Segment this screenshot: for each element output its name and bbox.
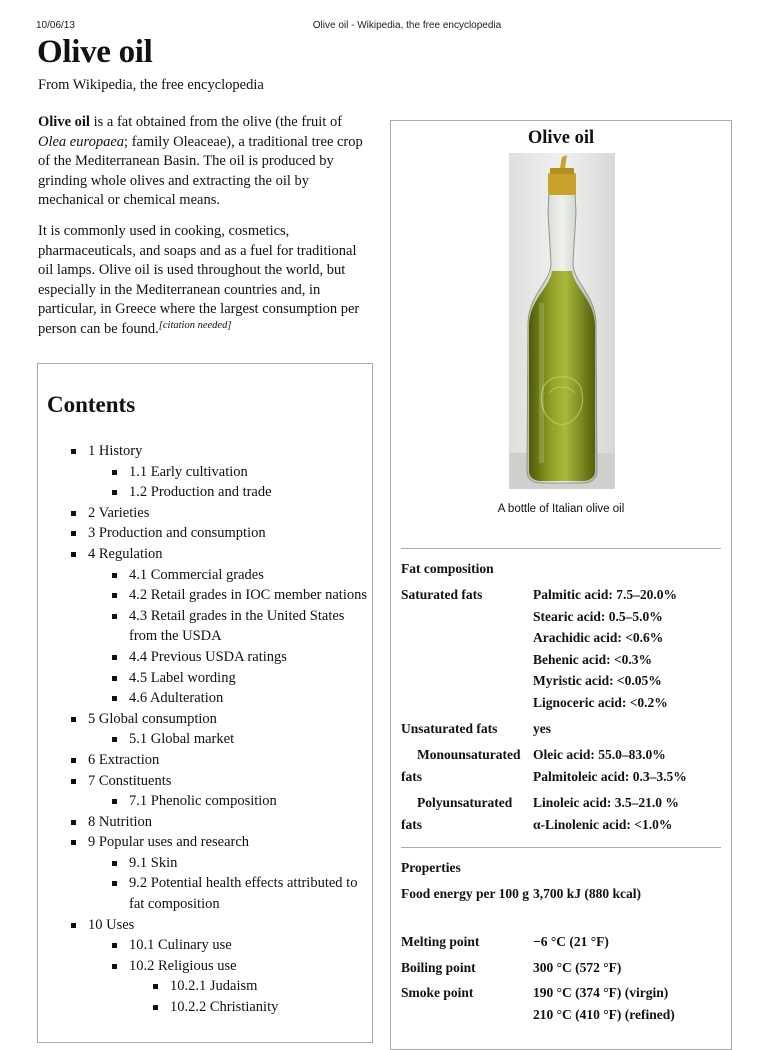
polyunsaturated-fats-label[interactable]: Polyunsaturated fats xyxy=(401,795,513,832)
polyunsaturated-fats-values xyxy=(533,792,679,835)
toc-item[interactable]: 10.1 Culinary use xyxy=(38,935,372,956)
infobox-value-line: Palmitoleic acid: 0.3–3.5% xyxy=(533,768,687,784)
toc-item[interactable]: 4 Regulation xyxy=(38,544,372,565)
toc-item[interactable]: 1 History xyxy=(38,441,372,462)
toc-item[interactable]: 5 Global consumption xyxy=(38,709,372,730)
toc-item[interactable]: 10.2.2 Christianity xyxy=(38,997,372,1018)
intro-text: ; family Oleaceae), a traditional tree crop of the Mediterranean Basin. The oil is produced by grinding whole olives and extracting the oil by mechanical or chemical means. xyxy=(38,133,363,209)
toc-item[interactable]: 1.2 Production and trade xyxy=(38,482,372,503)
monounsaturated-fats-values xyxy=(533,744,687,787)
unsaturated-fats-value: yes xyxy=(533,721,551,736)
infobox-value-line: Arachidic acid: <0.6% xyxy=(533,630,664,645)
melting-point-label[interactable]: Melting point xyxy=(401,934,480,949)
toc-item[interactable]: 10 Uses xyxy=(38,915,372,936)
intro-text: It is commonly used in cooking, cosmetics, pharmaceuticals, and soaps and as a fuel for traditional oil lamps. Olive oil is used throughout the world, but especially in the Mediterranean countries and, in particular, in Greece where the largest consumption per person can be found. xyxy=(38,222,360,337)
toc-item[interactable]: 4.2 Retail grades in IOC member nations xyxy=(38,585,372,606)
toc-item[interactable]: 4.5 Label wording xyxy=(38,668,372,689)
saturated-fats-values xyxy=(533,584,677,713)
toc-item[interactable]: 6 Extraction xyxy=(38,750,372,771)
toc-item[interactable]: 1.1 Early cultivation xyxy=(38,462,372,483)
infobox-value-line: Palmitic acid: 7.5–20.0% xyxy=(533,587,677,602)
divider xyxy=(401,548,721,549)
toc-item[interactable]: 9 Popular uses and research xyxy=(38,832,372,853)
table-of-contents xyxy=(37,363,373,1043)
fat-composition-heading: Fat composition xyxy=(401,561,494,576)
toc-list xyxy=(38,441,372,1018)
print-page-title: Olive oil - Wikipedia, the free encyclopedia xyxy=(312,20,502,31)
toc-item[interactable]: 5.1 Global market xyxy=(38,729,372,750)
infobox-value-line: Oleic acid: 55.0–83.0% xyxy=(533,747,666,762)
boiling-point-label[interactable]: Boiling point xyxy=(401,960,476,975)
toc-item[interactable]: 10.2 Religious use xyxy=(38,956,372,977)
properties-heading: Properties xyxy=(401,860,461,875)
toc-item[interactable]: 10.2.1 Judaism xyxy=(38,976,372,997)
toc-item[interactable]: 4.4 Previous USDA ratings xyxy=(38,647,372,668)
term-bold: Olive oil xyxy=(38,114,90,130)
infobox-title: Olive oil xyxy=(527,128,595,148)
image-caption: A bottle of Italian olive oil xyxy=(497,503,625,515)
page-title: Olive oil xyxy=(37,34,153,70)
food-energy-value: 3,700 kJ (880 kcal) xyxy=(533,886,641,901)
infobox xyxy=(390,120,732,1050)
monounsaturated-fats-label[interactable]: Monounsaturated fats xyxy=(401,747,521,784)
toc-item[interactable]: 7 Constituents xyxy=(38,771,372,792)
article-intro xyxy=(38,113,373,351)
infobox-value-line: Linoleic acid: 3.5–21.0 % xyxy=(533,795,679,810)
infobox-value-line: α-Linolenic acid: <1.0% xyxy=(533,816,673,832)
divider xyxy=(401,847,721,848)
toc-item[interactable]: 9.2 Potential health effects attributed to fat composition xyxy=(38,873,372,914)
toc-item[interactable]: 4.1 Commercial grades xyxy=(38,565,372,586)
print-date: 10/06/13 xyxy=(36,20,75,31)
intro-paragraph-2 xyxy=(38,222,373,340)
toc-item[interactable]: 2 Varieties xyxy=(38,503,372,524)
species-link[interactable]: Olea europaea xyxy=(38,133,125,150)
melting-point-value: −6 °C (21 °F) xyxy=(533,934,609,949)
infobox-value-line: Behenic acid: <0.3% xyxy=(533,651,653,667)
unsaturated-fats-label[interactable]: Unsaturated fats xyxy=(401,721,498,736)
print-header xyxy=(0,17,768,33)
site-tagline: From Wikipedia, the free encyclopedia xyxy=(38,77,264,93)
toc-item[interactable]: 9.1 Skin xyxy=(38,853,372,874)
infobox-value-line: Myristic acid: <0.05% xyxy=(533,673,662,688)
intro-paragraph-1 xyxy=(38,113,373,211)
infobox-value-line: Stearic acid: 0.5–5.0% xyxy=(533,608,663,624)
olive-oil-bottle-image[interactable] xyxy=(509,153,615,489)
boiling-point-value: 300 °C (572 °F) xyxy=(533,960,622,975)
toc-item[interactable]: 4.3 Retail grades in the United States from the USDA xyxy=(38,606,372,647)
food-energy-label[interactable]: Food energy per 100 g xyxy=(401,886,529,901)
toc-item[interactable]: 7.1 Phenolic composition xyxy=(38,791,372,812)
intro-text: is a fat obtained from the olive (the fruit of xyxy=(89,114,343,130)
infobox-value-line: 210 °C (410 °F) (refined) xyxy=(533,1006,675,1022)
toc-item[interactable]: 8 Nutrition xyxy=(38,812,372,833)
toc-item[interactable]: 3 Production and consumption xyxy=(38,523,372,544)
infobox-value-line: Lignoceric acid: <0.2% xyxy=(533,694,668,710)
saturated-fats-label[interactable]: Saturated fats xyxy=(401,587,483,602)
smoke-point-values xyxy=(533,982,675,1025)
smoke-point-label[interactable]: Smoke point xyxy=(401,985,474,1000)
toc-title: Contents xyxy=(47,392,136,417)
infobox-value-line: 190 °C (374 °F) (virgin) xyxy=(533,985,669,1000)
toc-item[interactable]: 4.6 Adulteration xyxy=(38,688,372,709)
citation-needed-link[interactable]: [citation needed] xyxy=(158,319,232,331)
